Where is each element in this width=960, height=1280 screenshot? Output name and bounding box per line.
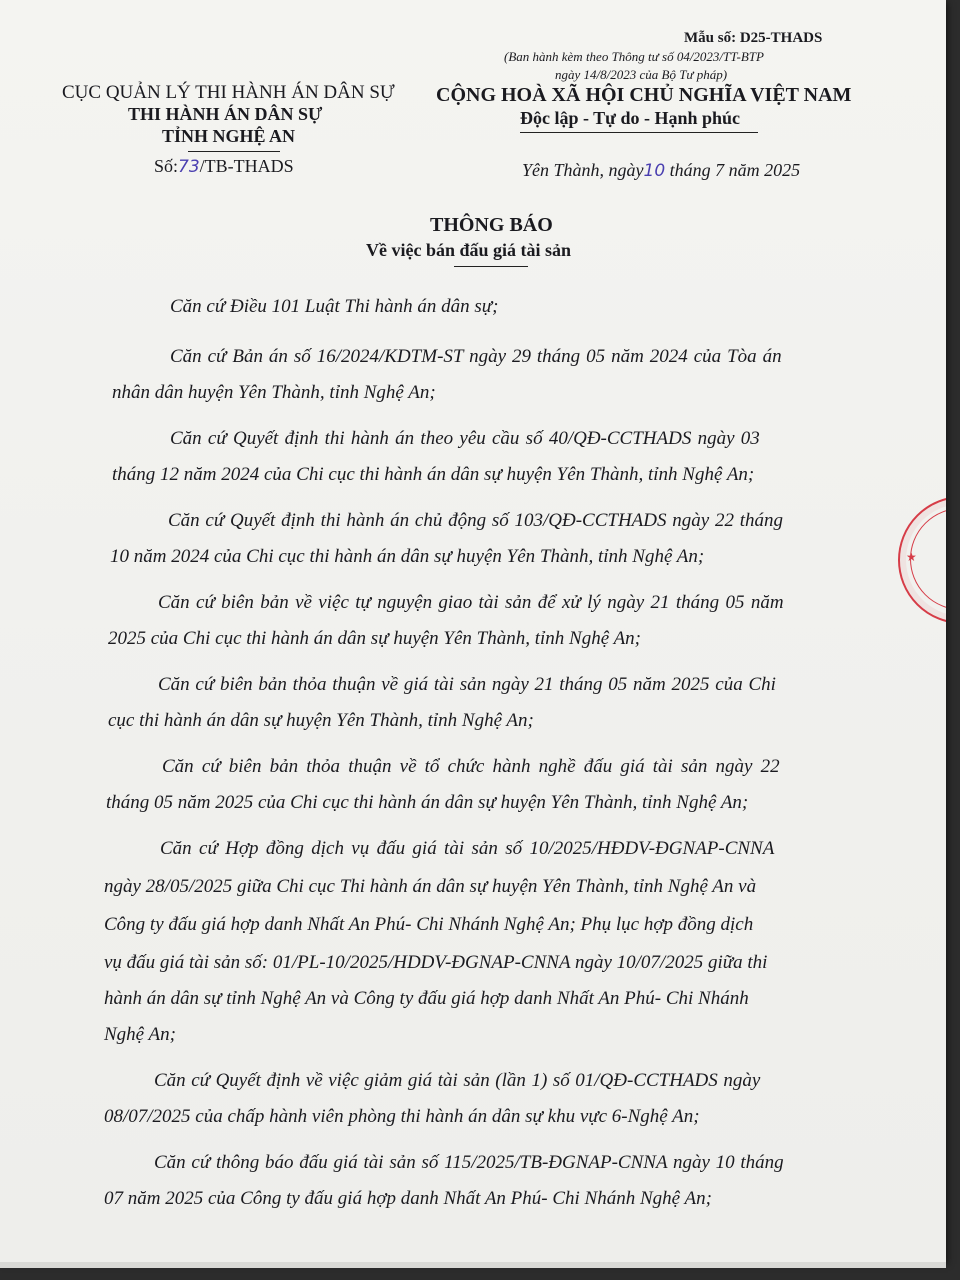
date-prefix: Yên Thành, ngày [522, 160, 644, 180]
date-suffix: tháng 7 năm 2025 [665, 160, 801, 180]
body-line: Căn cứ Hợp đồng dịch vụ đấu giá tài sản số 10/2025/HĐDV-ĐGNAP-CNNA [160, 838, 775, 859]
body-line: Căn cứ biên bản thỏa thuận về giá tài sản ngày 21 tháng 05 năm 2025 của Chi [158, 674, 776, 695]
body-line: Căn cứ Bản án số 16/2024/KDTM-ST ngày 29 tháng 05 năm 2024 của Tòa án [170, 346, 782, 367]
body-line: hành án dân sự tỉnh Nghệ An và Công ty đấu giá hợp danh Nhất An Phú- Chi Nhánh [104, 988, 749, 1009]
document-title: THÔNG BÁO [430, 214, 553, 236]
body-line: Căn cứ Điều 101 Luật Thi hành án dân sự; [170, 296, 499, 317]
body-line: Nghệ An; [104, 1024, 176, 1045]
body-line: ngày 28/05/2025 giữa Chi cục Thi hành án dân sự huyện Yên Thành, tỉnh Nghệ An và [104, 876, 757, 897]
motto-divider [520, 132, 758, 133]
agency-name: THI HÀNH ÁN DÂN SỰ [128, 104, 323, 124]
date-day-handwritten: 10 [643, 161, 666, 181]
body-line: Căn cứ biên bản về việc tự nguyện giao tài sản để xử lý ngày 21 tháng 05 năm [158, 592, 784, 613]
form-note-line-1: (Ban hành kèm theo Thông tư số 04/2023/TT-BTP [504, 49, 764, 64]
body-line: nhân dân huyện Yên Thành, tỉnh Nghệ An; [112, 382, 436, 403]
body-line: Căn cứ Quyết định thi hành án chủ động số 103/QĐ-CCTHADS ngày 22 tháng [168, 510, 783, 531]
red-seal-stamp [898, 496, 946, 624]
body-line: 2025 của Chi cục thi hành án dân sự huyện Yên Thành, tỉnh Nghệ An; [108, 628, 642, 649]
body-line: cục thi hành án dân sự huyện Yên Thành, tỉnh Nghệ An; [108, 710, 534, 731]
body-line: Căn cứ Quyết định về việc giảm giá tài sản (lần 1) số 01/QĐ-CCTHADS ngày [154, 1070, 761, 1091]
subtitle-divider [454, 266, 528, 267]
agency-divider [188, 151, 280, 152]
body-line: Căn cứ thông báo đấu giá tài sản số 115/2025/TB-ĐGNAP-CNNA ngày 10 tháng [154, 1152, 784, 1173]
nation-heading: CỘNG HOÀ XÃ HỘI CHỦ NGHĨA VIỆT NAM [436, 84, 852, 106]
document-number-prefix: Số: [154, 156, 179, 176]
form-code: Mẫu số: D25-THADS [684, 30, 823, 46]
national-motto: Độc lập - Tự do - Hạnh phúc [520, 108, 741, 128]
place-date [522, 160, 800, 181]
document-number [154, 156, 294, 177]
body-line: Căn cứ biên bản thỏa thuận về tổ chức hành nghề đấu giá tài sản ngày 22 [162, 756, 780, 777]
document-number-handwritten: 73 [178, 157, 200, 177]
body-line: vụ đấu giá tài sản số: 01/PL-10/2025/HDDV-ĐGNAP-CNNA ngày 10/07/2025 giữa thi [104, 952, 768, 973]
agency-province: TỈNH NGHỆ AN [162, 126, 296, 146]
body-line: tháng 05 năm 2025 của Chi cục thi hành án dân sự huyện Yên Thành, tỉnh Nghệ An; [106, 792, 749, 813]
page-bottom-edge [0, 1262, 946, 1268]
body-line: 08/07/2025 của chấp hành viên phòng thi hành án dân sự khu vực 6-Nghệ An; [104, 1106, 700, 1127]
agency-parent: CỤC QUẢN LÝ THI HÀNH ÁN DÂN SỰ [62, 82, 395, 103]
document-number-suffix: /TB-THADS [199, 156, 294, 176]
seal-star-icon: ★ [906, 550, 917, 564]
document-subtitle: Về việc bán đấu giá tài sản [366, 240, 572, 260]
body-line: Căn cứ Quyết định thi hành án theo yêu cầu số 40/QĐ-CCTHADS ngày 03 [170, 428, 760, 449]
body-line: 07 năm 2025 của Công ty đấu giá hợp danh Nhất An Phú- Chi Nhánh Nghệ An; [104, 1188, 712, 1209]
body-line: 10 năm 2024 của Chi cục thi hành án dân sự huyện Yên Thành, tỉnh Nghệ An; [110, 546, 705, 567]
form-note-line-2: ngày 14/8/2023 của Bộ Tư pháp) [555, 67, 728, 82]
body-line: Công ty đấu giá hợp danh Nhất An Phú- Chi Nhánh Nghệ An; Phụ lục hợp đồng dịch [104, 914, 754, 935]
body-line: tháng 12 năm 2024 của Chi cục thi hành án dân sự huyện Yên Thành, tỉnh Nghệ An; [112, 464, 755, 485]
